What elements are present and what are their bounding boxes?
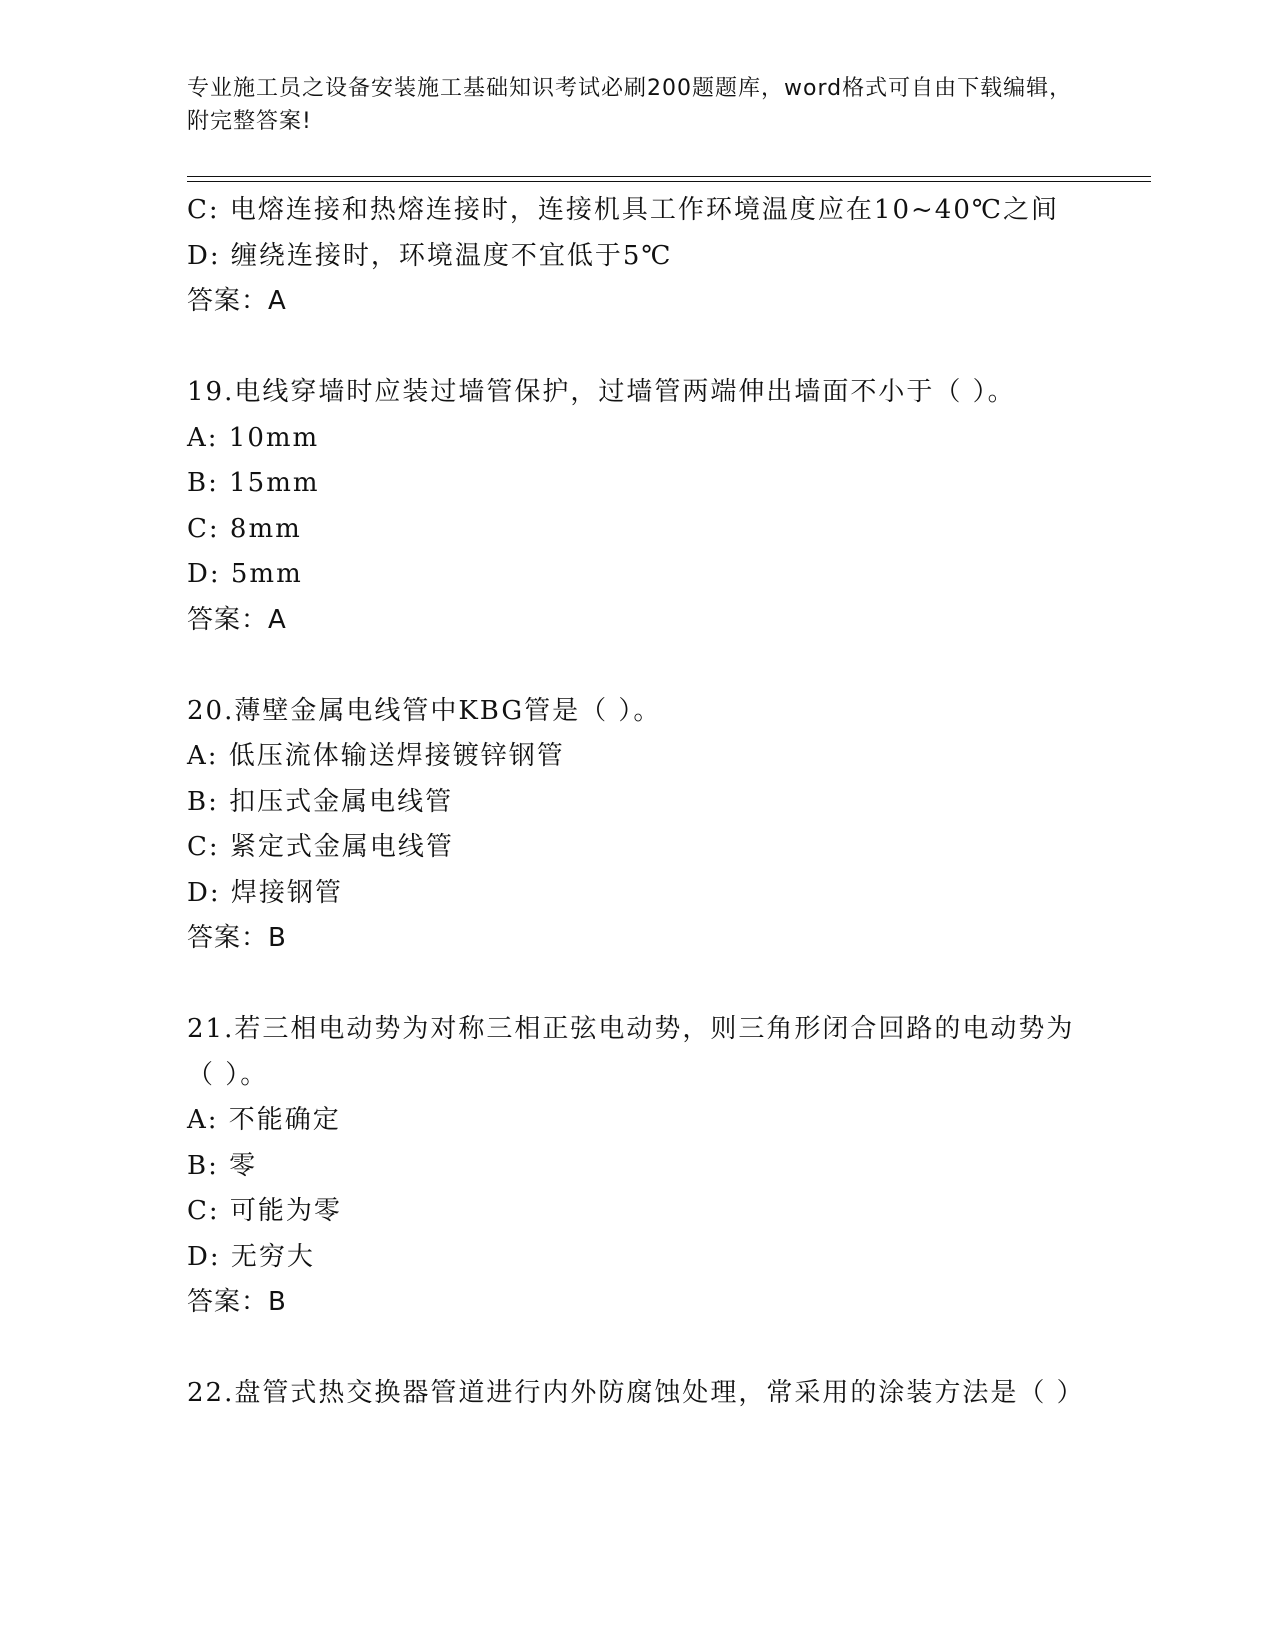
question-stem: 20.薄壁金属电线管中KBG管是（ ）。 <box>187 695 662 726</box>
option-a: A: 低压流体输送焊接镀锌钢管 <box>187 741 565 771</box>
question-18-tail <box>187 188 1087 325</box>
header-rule-top <box>187 176 1151 177</box>
question-22 <box>187 1371 1087 1417</box>
document-header <box>187 72 1087 138</box>
answer-line: 答案：A <box>187 604 287 635</box>
option-c: C: 电熔连接和热熔连接时，连接机具工作环境温度应在10~40℃之间 <box>187 195 1059 225</box>
spacer <box>187 643 1087 689</box>
header-title: 专业施工员之设备安装施工基础知识考试必刷200题题库，word格式可自由下载编辑，附完整答案! <box>187 76 1073 134</box>
option-d: D: 5mm <box>187 559 303 589</box>
question-stem: 22.盘管式热交换器管道进行内外防腐蚀处理，常采用的涂装方法是（ ） <box>187 1378 1085 1408</box>
option-a: A: 10mm <box>187 422 320 453</box>
option-d: D: 缠绕连接时，环境温度不宜低于5℃ <box>187 240 673 271</box>
question-20 <box>187 689 1087 962</box>
answer-line: 答案：B <box>187 1287 287 1317</box>
option-d: D: 焊接钢管 <box>187 877 343 908</box>
answer-line: 答案：B <box>187 923 287 953</box>
question-21 <box>187 1007 1087 1326</box>
question-stem: 19.电线穿墙时应装过墙管保护，过墙管两端伸出墙面不小于（ ）。 <box>187 377 1016 407</box>
question-list <box>187 188 1087 1417</box>
option-c: C: 紧定式金属电线管 <box>187 832 454 862</box>
option-b: B: 扣压式金属电线管 <box>187 786 454 817</box>
answer-line: 答案：A <box>187 286 287 316</box>
option-d: D: 无穷大 <box>187 1241 315 1272</box>
option-c: C: 8mm <box>187 513 302 544</box>
header-rule-bottom <box>187 181 1151 182</box>
question-stem: 21.若三相电动势为对称三相正弦电动势，则三角形闭合回路的电动势为（ ）。 <box>187 1014 1075 1090</box>
option-b: B: 15mm <box>187 468 320 498</box>
option-b: B: 零 <box>187 1150 258 1181</box>
spacer <box>187 1326 1087 1372</box>
question-19 <box>187 370 1087 643</box>
option-a: A: 不能确定 <box>187 1105 341 1135</box>
spacer <box>187 962 1087 1008</box>
spacer <box>187 325 1087 371</box>
option-c: C: 可能为零 <box>187 1196 342 1226</box>
